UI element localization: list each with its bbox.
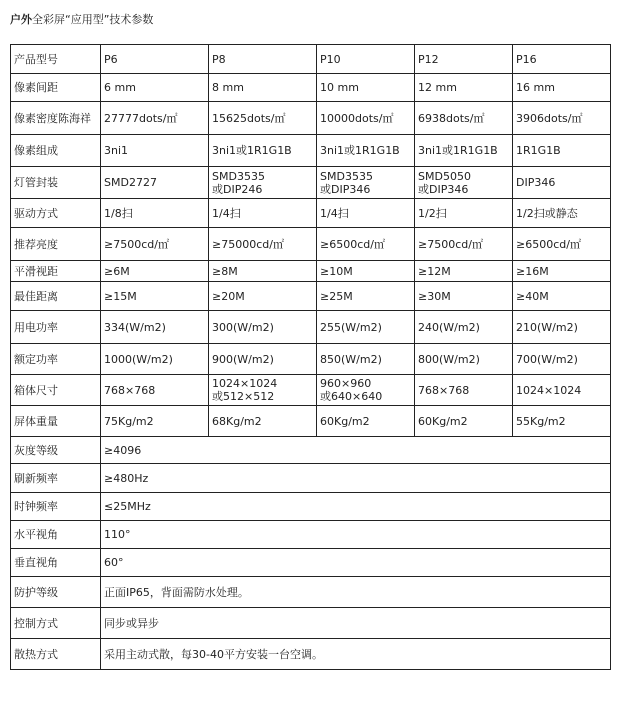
value-cell — [317, 167, 415, 199]
value-cell — [209, 167, 317, 199]
value-cell: 300(W/m2) — [209, 311, 317, 344]
param-label-cell: 像素密度陈海祥 — [11, 102, 101, 135]
value-cell: ≥10M — [317, 261, 415, 282]
value-cell: 240(W/m2) — [415, 311, 513, 344]
value-cell — [415, 167, 513, 199]
value-cell: 800(W/m2) — [415, 344, 513, 375]
spanning-value-cell: 60° — [101, 549, 611, 577]
value-cell-line: SMD3535 — [320, 169, 373, 183]
model-header-cell: P16 — [513, 45, 611, 74]
value-cell: 850(W/m2) — [317, 344, 415, 375]
param-label-cell: 平滑视距 — [11, 261, 101, 282]
value-cell: 1R1G1B — [513, 135, 611, 167]
table-row — [11, 549, 611, 577]
value-cell-line: 或DIP246 — [212, 182, 263, 196]
param-label-cell: 刷新频率 — [11, 464, 101, 493]
value-cell: 15625dots/㎡ — [209, 102, 317, 135]
table-row — [11, 102, 611, 135]
value-cell: ≥40M — [513, 282, 611, 311]
spanning-value-cell: ≥4096 — [101, 437, 611, 464]
table-row — [11, 135, 611, 167]
value-cell: ≥15M — [101, 282, 209, 311]
table-row — [11, 608, 611, 639]
value-cell: 1/4扫 — [209, 199, 317, 228]
value-cell: SMD2727 — [101, 167, 209, 199]
spanning-value-cell: 采用主动式散，每30-40平方安装一台空调。 — [101, 639, 611, 670]
value-cell: 700(W/m2) — [513, 344, 611, 375]
page-title-rest: 全彩屏“应用型”技术参数 — [32, 13, 154, 26]
value-cell: ≥20M — [209, 282, 317, 311]
table-row — [11, 74, 611, 102]
value-cell: 10 mm — [317, 74, 415, 102]
table-row — [11, 493, 611, 521]
model-header-cell: P12 — [415, 45, 513, 74]
value-cell: 60Kg/m2 — [317, 406, 415, 437]
value-cell: 3ni1 — [101, 135, 209, 167]
value-cell: ≥12M — [415, 261, 513, 282]
value-cell: ≥25M — [317, 282, 415, 311]
header-label-cell: 产品型号 — [11, 45, 101, 74]
param-label-cell: 控制方式 — [11, 608, 101, 639]
value-cell: DIP346 — [513, 167, 611, 199]
value-cell: ≥6500cd/㎡ — [317, 228, 415, 261]
param-label-cell: 灰度等级 — [11, 437, 101, 464]
value-cell: ≥75000cd/㎡ — [209, 228, 317, 261]
value-cell: 75Kg/m2 — [101, 406, 209, 437]
param-label-cell: 像素间距 — [11, 74, 101, 102]
value-cell: 1/2扫或静态 — [513, 199, 611, 228]
table-header-row — [11, 45, 611, 74]
value-cell: 768×768 — [101, 375, 209, 406]
table-row — [11, 282, 611, 311]
value-cell: 900(W/m2) — [209, 344, 317, 375]
value-cell: 1/2扫 — [415, 199, 513, 228]
value-cell: 8 mm — [209, 74, 317, 102]
table-row — [11, 437, 611, 464]
value-cell: 210(W/m2) — [513, 311, 611, 344]
value-cell: 60Kg/m2 — [415, 406, 513, 437]
param-label-cell: 最佳距离 — [11, 282, 101, 311]
table-row — [11, 639, 611, 670]
spanning-value-cell: 同步或异步 — [101, 608, 611, 639]
value-cell: 1/8扫 — [101, 199, 209, 228]
table-row — [11, 344, 611, 375]
table-row — [11, 521, 611, 549]
param-label-cell: 灯管封装 — [11, 167, 101, 199]
value-cell: 68Kg/m2 — [209, 406, 317, 437]
param-label-cell: 屏体重量 — [11, 406, 101, 437]
value-cell: 6 mm — [101, 74, 209, 102]
value-cell: ≥6M — [101, 261, 209, 282]
value-cell: 10000dots/㎡ — [317, 102, 415, 135]
value-cell — [209, 375, 317, 406]
value-cell: 1024×1024 — [513, 375, 611, 406]
spanning-value-cell: 110° — [101, 521, 611, 549]
table-row — [11, 375, 611, 406]
page-title-bold: 户外 — [10, 13, 32, 26]
value-cell: 3ni1或1R1G1B — [415, 135, 513, 167]
param-label-cell: 水平视角 — [11, 521, 101, 549]
value-cell: 12 mm — [415, 74, 513, 102]
table-row — [11, 464, 611, 493]
value-cell-line: 960×960 — [320, 377, 372, 390]
param-label-cell: 散热方式 — [11, 639, 101, 670]
value-cell: 3906dots/㎡ — [513, 102, 611, 135]
table-row — [11, 199, 611, 228]
table-row — [11, 228, 611, 261]
param-label-cell: 用电功率 — [11, 311, 101, 344]
value-cell — [317, 375, 415, 406]
param-label-cell: 防护等级 — [11, 577, 101, 608]
value-cell: 1000(W/m2) — [101, 344, 209, 375]
spanning-value-cell: ≥480Hz — [101, 464, 611, 493]
value-cell-line: 或DIP346 — [320, 182, 371, 196]
param-label-cell: 时钟频率 — [11, 493, 101, 521]
value-cell: ≥7500cd/㎡ — [415, 228, 513, 261]
value-cell: ≥6500cd/㎡ — [513, 228, 611, 261]
spanning-value-cell: ≤25MHz — [101, 493, 611, 521]
param-label-cell: 额定功率 — [11, 344, 101, 375]
value-cell: 768×768 — [415, 375, 513, 406]
value-cell: 16 mm — [513, 74, 611, 102]
table-row — [11, 577, 611, 608]
model-header-cell: P10 — [317, 45, 415, 74]
table-row — [11, 406, 611, 437]
value-cell: 27777dots/㎡ — [101, 102, 209, 135]
value-cell: ≥30M — [415, 282, 513, 311]
value-cell: 55Kg/m2 — [513, 406, 611, 437]
table-row — [11, 311, 611, 344]
value-cell-line: SMD5050 — [418, 169, 471, 183]
value-cell: 334(W/m2) — [101, 311, 209, 344]
value-cell: 3ni1或1R1G1B — [209, 135, 317, 167]
spec-table-body — [11, 45, 611, 670]
model-header-cell: P6 — [101, 45, 209, 74]
value-cell-line: SMD3535 — [212, 169, 265, 183]
param-label-cell: 垂直视角 — [11, 549, 101, 577]
param-label-cell: 驱动方式 — [11, 199, 101, 228]
model-header-cell: P8 — [209, 45, 317, 74]
value-cell: 3ni1或1R1G1B — [317, 135, 415, 167]
page-title — [10, 11, 153, 27]
spanning-value-cell: 正面IP65，背面需防水处理。 — [101, 577, 611, 608]
value-cell-line: 或512×512 — [212, 390, 275, 403]
param-label-cell: 推荐亮度 — [11, 228, 101, 261]
value-cell-line: 1024×1024 — [212, 377, 278, 390]
value-cell: ≥16M — [513, 261, 611, 282]
param-label-cell: 像素组成 — [11, 135, 101, 167]
value-cell: 6938dots/㎡ — [415, 102, 513, 135]
value-cell: 1/4扫 — [317, 199, 415, 228]
spec-table — [10, 44, 611, 670]
table-row — [11, 261, 611, 282]
param-label-cell: 箱体尺寸 — [11, 375, 101, 406]
value-cell-line: 或640×640 — [320, 390, 383, 403]
value-cell-line: 或DIP346 — [418, 182, 469, 196]
table-row — [11, 167, 611, 199]
value-cell: ≥7500cd/㎡ — [101, 228, 209, 261]
value-cell: ≥8M — [209, 261, 317, 282]
value-cell: 255(W/m2) — [317, 311, 415, 344]
